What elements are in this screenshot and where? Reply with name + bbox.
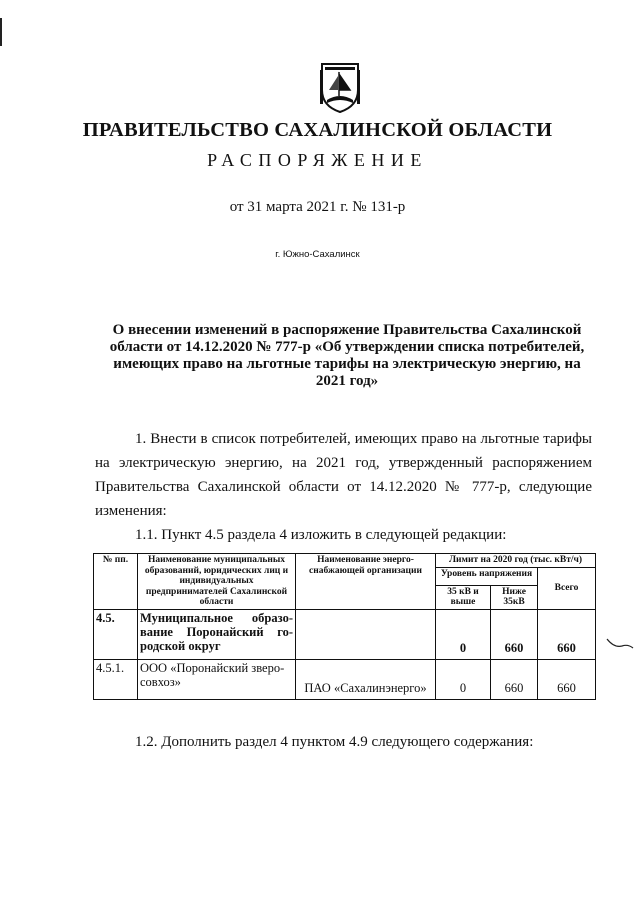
row-35kv: 0 bbox=[436, 609, 491, 659]
row-supplier: ПАО «Сахалинэнерго» bbox=[296, 659, 436, 699]
header-limit: Лимит на 2020 год (тыс. кВт/ч) bbox=[436, 554, 596, 568]
document-date-number: от 31 марта 2021 г. № 131-р bbox=[229, 199, 406, 215]
table-header-row bbox=[94, 554, 596, 568]
coat-of-arms-emblem bbox=[318, 60, 362, 114]
header-name: Наименование муниципальных образований, юридических лиц и индивидуальных предпринимателей Сахалинской области bbox=[138, 554, 296, 610]
organization-title: ПРАВИТЕЛЬСТВО САХАЛИНСКОЙ ОБЛАСТИ bbox=[82, 119, 553, 141]
header-voltage: Уровень напряжения bbox=[436, 567, 538, 585]
table-row bbox=[94, 659, 596, 699]
row-name: ООО «Поронайский зверосовхоз» bbox=[138, 659, 296, 699]
header-below-35kv: Ниже 35кВ bbox=[491, 585, 538, 609]
row-below-35kv: 660 bbox=[491, 659, 538, 699]
table-row bbox=[94, 609, 596, 659]
paragraph-1: 1. Внести в список потребителей, имеющих право на льготные тарифы на электрическую энергию, на 2021 год, утвержденный распоряжением Правительства Сахалинской области от 14.12.2020 № 777-р, следующие изменения: bbox=[95, 431, 592, 519]
row-total: 660 bbox=[538, 609, 596, 659]
scan-edge-mark bbox=[0, 18, 2, 46]
document-subject: О внесении изменений в распоряжение Правительства Сахалинской области от 14.12.2020 № 777-р «Об утверждении списка потребителей, имеющих право на льготные тарифы на электрическую энергию, на 2021 год» bbox=[109, 322, 585, 389]
paragraph-1-2: 1.2. Дополнить раздел 4 пунктом 4.9 следующего содержания: bbox=[135, 734, 534, 750]
document-type: РАСПОРЯЖЕНИЕ bbox=[207, 150, 428, 170]
row-below-35kv: 660 bbox=[491, 609, 538, 659]
row-supplier bbox=[296, 609, 436, 659]
row-total: 660 bbox=[538, 659, 596, 699]
row-35kv: 0 bbox=[436, 659, 491, 699]
limits-table bbox=[93, 553, 596, 700]
margin-squiggle-mark bbox=[606, 636, 634, 652]
header-total: Всего bbox=[538, 567, 596, 609]
header-35kv: 35 кВ и выше bbox=[436, 585, 491, 609]
row-num: 4.5. bbox=[94, 609, 138, 659]
row-name: Муниципальное образование Поронайский городской округ bbox=[138, 609, 296, 659]
header-supplier: Наименование энергоснабжающей организации bbox=[296, 554, 436, 610]
row-num: 4.5.1. bbox=[94, 659, 138, 699]
header-num: № пп. bbox=[94, 554, 138, 610]
document-city: г. Южно-Сахалинск bbox=[275, 249, 360, 260]
paragraph-1-1: 1.1. Пункт 4.5 раздела 4 изложить в следующей редакции: bbox=[135, 527, 507, 543]
